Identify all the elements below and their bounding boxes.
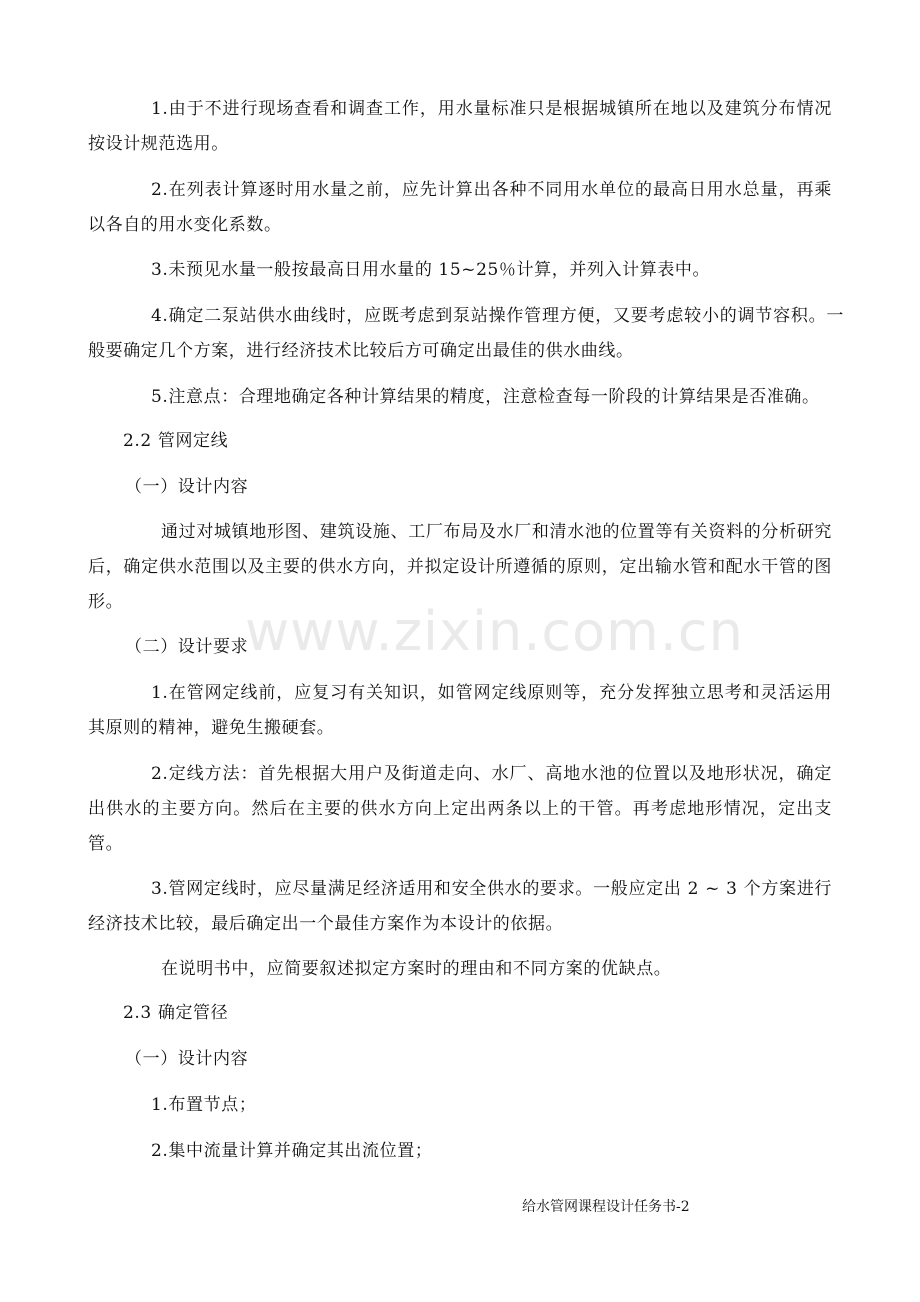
paragraph-water-standard: 1.由于不进行现场查看和调查工作，用水量标准只是根据城镇所在地以及建筑分布情况按设计规范选用。	[88, 99, 832, 154]
section-heading-2-2: 2.2 管网定线	[123, 431, 229, 451]
paragraph-review-knowledge: 1.在管网定线前，应复习有关知识，如管网定线原则等，充分发挥独立思考和灵活运用其原则的精神，避免生搬硬套。	[88, 683, 832, 738]
paragraph-layout-method: 2.定线方法：首先根据大用户及街道走向、水厂、高地水池的位置以及地形状况，确定出供水的主要方向。然后在主要的供水方向上定出两条以上的干管。再考虑地形情况，定出支管。	[88, 764, 832, 854]
list-item-concentrated-flow: 2.集中流量计算并确定其出流位置；	[151, 1141, 433, 1161]
subheading-design-requirements: （二）设计要求	[125, 637, 249, 657]
section-heading-2-3: 2.3 确定管径	[123, 1003, 229, 1023]
paragraph-notes: 5.注意点：合理地确定各种计算结果的精度，注意检查每一阶段的计算结果是否准确。	[151, 387, 820, 407]
page-footer: 给水管网课程设计任务书-2	[522, 1199, 690, 1215]
watermark-text: www.zixin.com.cn	[245, 600, 744, 663]
list-item-arrange-nodes: 1.布置节点；	[151, 1095, 257, 1115]
subheading-design-content-2: （一）设计内容	[125, 1049, 249, 1069]
subheading-design-content: （一）设计内容	[125, 477, 249, 497]
paragraph-unforeseen-water: 3.未预见水量一般按最高日用水量的 15~25％计算，并列入计算表中。	[151, 260, 711, 280]
paragraph-layout-content: 通过对城镇地形图、建筑设施、工厂布局及水厂和清水池的位置等有关资料的分析研究后，确定供水范围以及主要的供水方向，并拟定设计所遵循的原则，定出输水管和配水干管的图形。	[88, 522, 832, 612]
paragraph-schemes-compare: 3.管网定线时，应尽量满足经济适用和安全供水的要求。一般应定出 2 ~ 3 个方案进行经济技术比较，最后确定出一个最佳方案作为本设计的依据。	[88, 879, 832, 934]
paragraph-hourly-water: 2.在列表计算逐时用水量之前，应先计算出各种不同用水单位的最高日用水总量，再乘以各自的用水变化系数。	[88, 180, 832, 235]
paragraph-manual-explain: 在说明书中，应简要叙述拟定方案时的理由和不同方案的优缺点。	[161, 959, 672, 979]
paragraph-pump-curve: 4.确定二泵站供水曲线时，应既考虑到泵站操作管理方便，又要考虑较小的调节容积。一般要确定几个方案，进行经济技术比较后方可确定出最佳的供水曲线。	[88, 306, 844, 361]
